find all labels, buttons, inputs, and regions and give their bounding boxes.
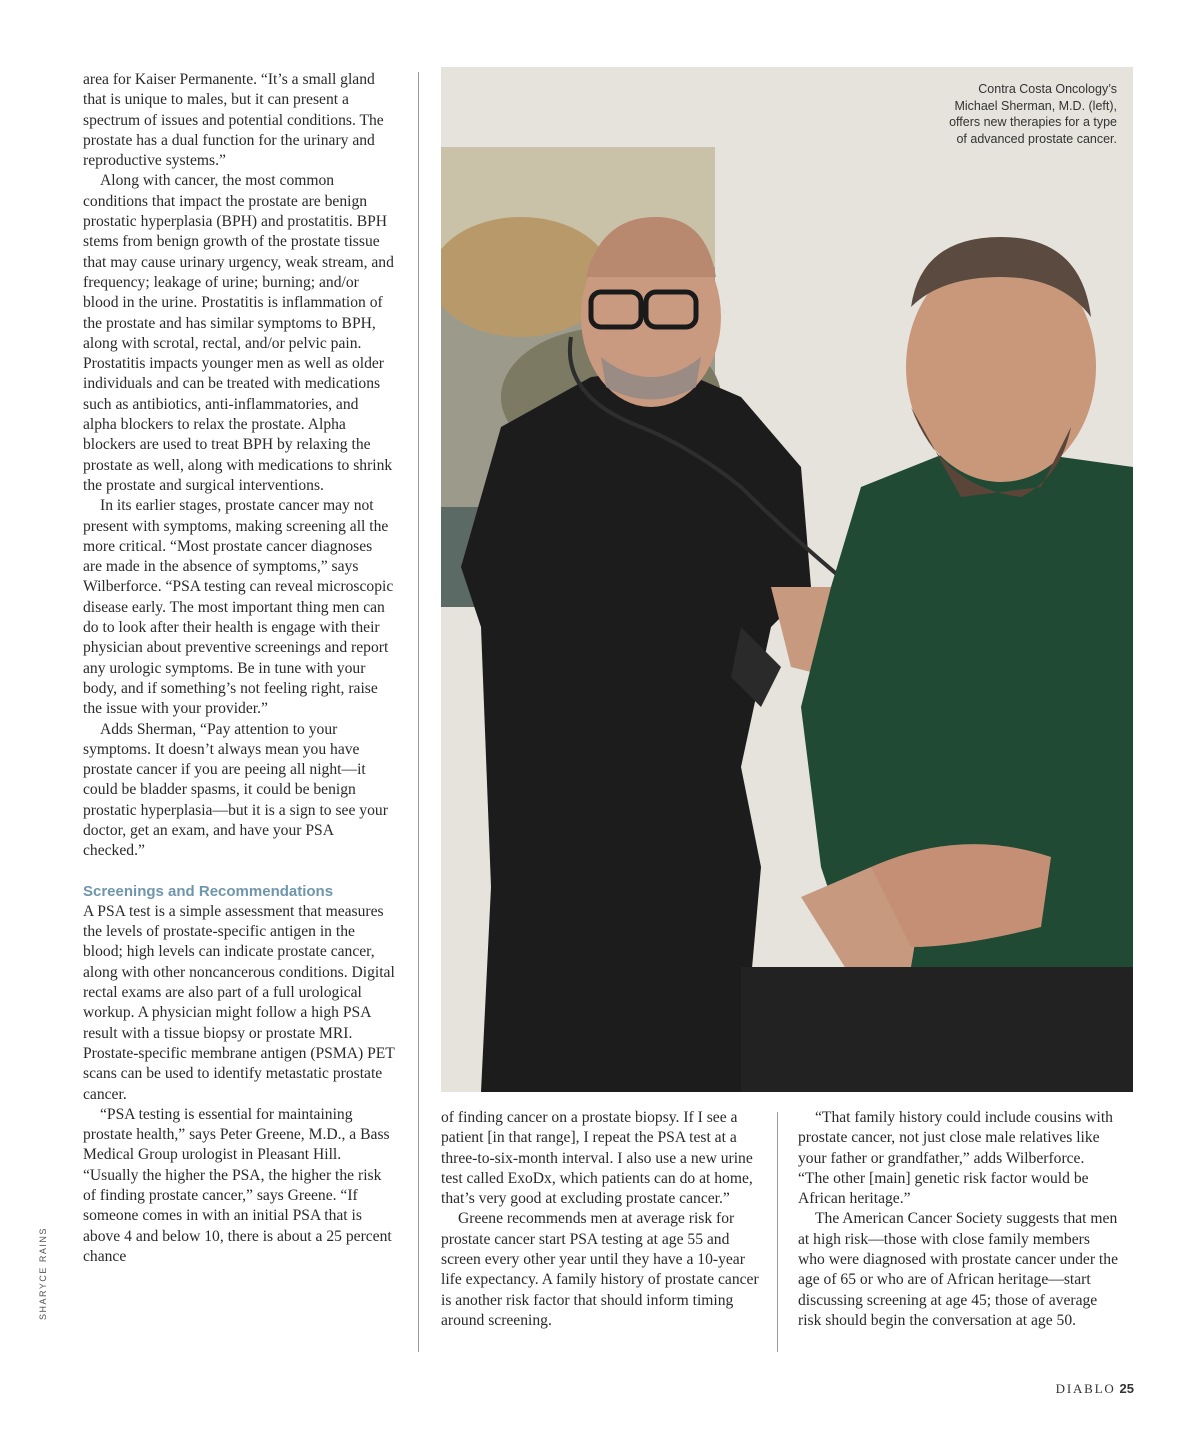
article-column-2: [441, 1108, 759, 1331]
article-photo: [441, 67, 1133, 1092]
paragraph: Adds Sherman, “Pay attention to your symptoms. It doesn’t always mean you have prostate cancer if you are peeing all night—it could be bladder spasms, it could be benign prostatic hyperplasia—but it is a sign to see your doctor, get an exam, and have your PSA checked.”: [83, 720, 388, 860]
section-subhead: Screenings and Recommendations: [83, 882, 334, 900]
column-divider: [418, 72, 419, 1352]
photo-credit: SHARYCE RAINS: [38, 1227, 48, 1320]
column-divider: [777, 1112, 778, 1352]
page-number: 25: [1119, 1381, 1134, 1396]
paragraph: “PSA testing is essential for maintaining prostate health,” says Peter Greene, M.D., a Bass Medical Group urologist in Pleasant Hill. “Usually the higher the PSA, the higher the risk of finding prostate cancer,” says Greene. “If someone comes in with an initial PSA that is above 4 and below 10, there is about a 25 percent chance: [83, 1105, 392, 1265]
paragraph: Along with cancer, the most common conditions that impact the prostate are benign prostatic hyperplasia (BPH) and prostatitis. BPH stems from benign growth of the prostate tissue that may cause urinary urgency, weak stream, and frequency; leakage of urine; burning; and/or blood in the urine. Prostatitis is inflammation of the prostate and has similar symptoms to BPH, along with scrotal, rectal, and/or pelvic pain. Prostatitis impacts younger men as well as older individuals and can be treated with medications such as antibiotics, anti-inflammatories, and alpha blockers to relax the prostate. Alpha blockers are used to treat BPH by relaxing the prostate as well, along with medications to shrink the prostate and surgical interventions.: [83, 172, 394, 494]
paragraph: A PSA test is a simple assessment that measures the levels of prostate-specific antigen in the blood; high levels can indicate prostate cancer, along with other noncancerous conditions. Digital rectal exams are also part of a full urological workup. A physician might follow a high PSA result with a tissue biopsy or prostate MRI. Prostate-specific membrane antigen (PSMA) PET scans can be used to identify metastatic prostate cancer.: [83, 902, 395, 1103]
paragraph: Greene recommends men at average risk for prostate cancer start PSA testing at age 55 and screen every other year until they have a 10-year life expectancy. A family history of prostate cancer is another risk factor that should inform timing around screening.: [441, 1210, 759, 1329]
article-column-1: [83, 70, 395, 1267]
paragraph: In its earlier stages, prostate cancer may not present with symptoms, making screening all the more critical. “Most prostate cancer diagnoses are made in the absence of symptoms,” says Wilberforce. “PSA testing can reveal microscopic disease early. The most important thing men can do to look after their health is engage with their physician about preventive screenings and report any urologic symptoms. Be in tune with your body, and if something’s not feeling right, raise the issue with your provider.”: [83, 497, 394, 718]
article-column-3: [798, 1108, 1118, 1331]
paragraph: The American Cancer Society suggests that men at high risk—those with close family members who were diagnosed with prostate cancer under the age of 65 or who are of African heritage—start discussing screening at age 45; those of average risk should begin the conversation at age 50.: [798, 1210, 1118, 1329]
page-footer: [1056, 1381, 1134, 1397]
magazine-name: DIABLO: [1055, 1381, 1116, 1396]
paragraph: of finding cancer on a prostate biopsy. If I see a patient [in that range], I repeat the PSA test at a three-to-six-month interval. I also use a new urine test called ExoDx, which patients can do at home, that’s very good at excluding prostate cancer.”: [441, 1109, 753, 1208]
paragraph: “That family history could include cousins with prostate cancer, not just close male relatives like your father or grandfather,” adds Wilberforce. “The other [main] genetic risk factor would be African heritage.”: [798, 1109, 1113, 1208]
paragraph: area for Kaiser Permanente. “It’s a small gland that is unique to males, but it can present a spectrum of issues and potential conditions. The prostate has a dual function for the urinary and reproductive systems.”: [83, 71, 384, 170]
doctor-patient-photo: [441, 67, 1133, 1092]
photo-caption: Contra Costa Oncology’s Michael Sherman, M.D. (left), offers new therapies for a type of advanced prostate cancer.: [949, 82, 1117, 146]
